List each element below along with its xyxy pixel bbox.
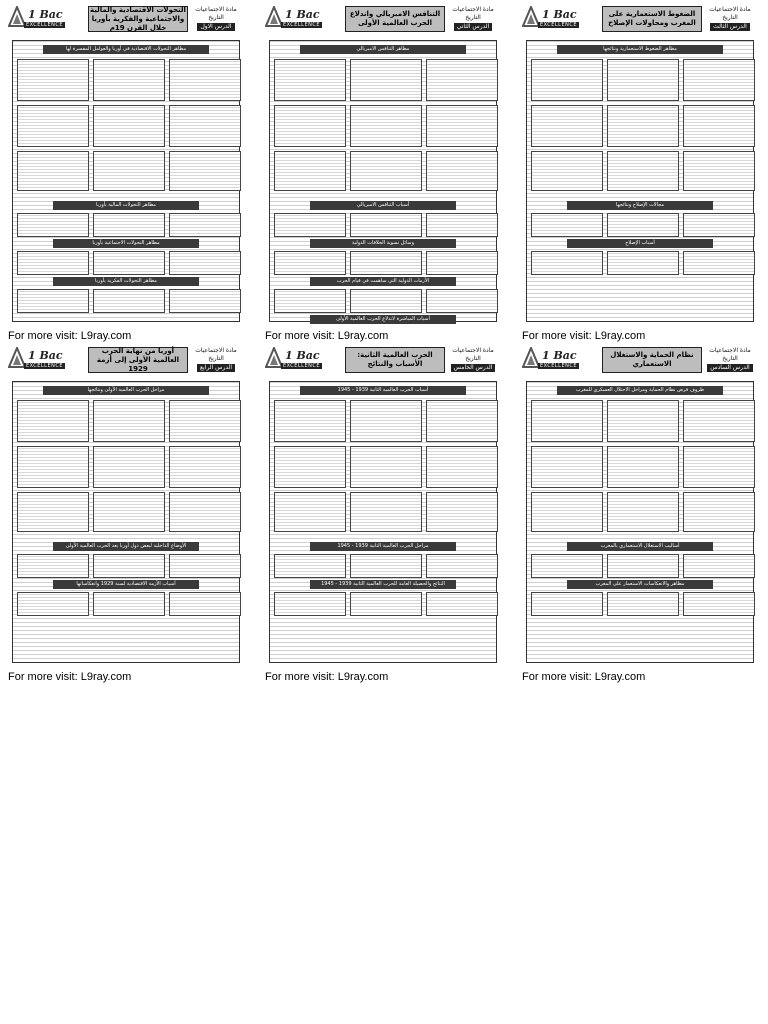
study-sheet [520, 345, 760, 667]
subject-sub: التاريخ [722, 14, 738, 21]
brand-logo [8, 6, 88, 34]
section-bar: ظروف فرض نظام الحماية ومراحل الاحتلال العسكري للمغرب [557, 386, 723, 395]
subject-name: مادة الاجتماعيات [195, 347, 237, 354]
brand-tagline: EXCELLENCE [26, 22, 63, 28]
lesson-number: الدرس الثاني [454, 23, 493, 31]
brand-text: 1 Bac [28, 8, 63, 21]
subject-name: مادة الاجتماعيات [195, 6, 237, 13]
text-box [17, 554, 89, 578]
study-sheet [6, 4, 246, 326]
brand-text: 1 Bac [542, 8, 577, 21]
section-bar: مظاهر التحولات الفكرية بأوربا [53, 277, 199, 286]
text-box [683, 105, 755, 147]
text-box [169, 554, 241, 578]
text-box [607, 251, 679, 275]
footer-link[interactable]: For more visit: L9ray.com [265, 330, 389, 342]
text-box [169, 492, 241, 532]
subject-name: مادة الاجتماعيات [452, 6, 494, 13]
section-bar: النتائج والحصيلة العامة للحرب العالمية الثانية 1939 - 1945 [310, 580, 456, 589]
brand-text: 1 Bac [285, 8, 320, 21]
text-box [607, 554, 679, 578]
sheet-header [265, 347, 501, 377]
text-box [531, 400, 603, 442]
text-box [350, 251, 422, 275]
text-box [169, 400, 241, 442]
text-box [607, 400, 679, 442]
subject-sub: التاريخ [722, 355, 738, 362]
text-box [531, 554, 603, 578]
sheet-header [8, 6, 244, 36]
lesson-title: التنافس الامبريالي واندلاع الحرب العالمية الأولى [345, 6, 445, 32]
footer-link[interactable]: For more visit: L9ray.com [522, 330, 646, 342]
text-box [17, 289, 89, 313]
brand-tagline: EXCELLENCE [283, 22, 320, 28]
text-box [93, 251, 165, 275]
text-box [274, 213, 346, 237]
sheet-body [269, 381, 497, 663]
text-box [531, 251, 603, 275]
text-box [350, 151, 422, 191]
text-box [93, 446, 165, 488]
sheet-body [526, 381, 754, 663]
text-box [607, 446, 679, 488]
sheet-header [522, 6, 758, 36]
text-box [274, 592, 346, 616]
text-box [607, 592, 679, 616]
triangle-logo-icon [265, 6, 283, 32]
subject-sub: التاريخ [465, 14, 481, 21]
brand-text: 1 Bac [285, 349, 320, 362]
sheet-header [8, 347, 244, 377]
text-box [683, 59, 755, 101]
footer-link[interactable]: For more visit: L9ray.com [522, 671, 646, 683]
section-bar: الأوضاع الداخلية لبعض دول أوربا بعد الحرب العالمية الأولى [53, 542, 199, 551]
section-bar: أسباب الحرب العالمية الثانية 1939 - 1945 [300, 386, 466, 395]
triangle-logo-icon [265, 347, 283, 373]
section-bar: أساليب الاستغلال الاستعماري بالمغرب [567, 542, 713, 551]
text-box [683, 492, 755, 532]
text-box [683, 400, 755, 442]
text-box [274, 105, 346, 147]
lesson-title: الضغوط الاستعمارية على المغرب ومحاولات الإصلاح [602, 6, 702, 32]
text-box [531, 446, 603, 488]
text-box [426, 151, 498, 191]
text-box [274, 554, 346, 578]
brand-text: 1 Bac [28, 349, 63, 362]
section-bar: مظاهر والانعكاسات الاستعمار على المغرب [567, 580, 713, 589]
footer-link[interactable]: For more visit: L9ray.com [8, 330, 132, 342]
subject-block [706, 347, 754, 372]
text-box [17, 492, 89, 532]
text-box [169, 151, 241, 191]
lesson-number: الدرس السادس [707, 364, 752, 372]
text-box [17, 400, 89, 442]
text-box [426, 105, 498, 147]
sheet-body [12, 381, 240, 663]
text-box [350, 213, 422, 237]
text-box [426, 213, 498, 237]
subject-name: مادة الاجتماعيات [452, 347, 494, 354]
brand-logo [265, 6, 345, 34]
text-box [426, 492, 498, 532]
footer-link[interactable]: For more visit: L9ray.com [8, 671, 132, 683]
lesson-title: التحولات الاقتصادية والمالية والاجتماعية والفكرية بأوربا خلال القرن 19م [88, 6, 188, 32]
section-bar: وسائل تسوية الخلافات الدولية [310, 239, 456, 248]
text-box [531, 151, 603, 191]
text-box [426, 400, 498, 442]
text-box [426, 446, 498, 488]
text-box [426, 554, 498, 578]
text-box [17, 59, 89, 101]
subject-block [449, 347, 497, 372]
text-box [426, 289, 498, 313]
text-box [531, 492, 603, 532]
brand-logo [8, 347, 88, 375]
triangle-logo-icon [522, 347, 540, 373]
triangle-logo-icon [8, 347, 26, 373]
study-sheet [520, 4, 760, 326]
text-box [274, 492, 346, 532]
text-box [93, 105, 165, 147]
section-bar: أسباب التنافس الامبريالي [310, 201, 456, 210]
text-box [169, 289, 241, 313]
study-sheet [263, 4, 503, 326]
text-box [607, 492, 679, 532]
section-bar: مظاهر التحولات المالية بأوربا [53, 201, 199, 210]
text-box [93, 400, 165, 442]
section-bar: مراحل الحرب العالمية الثانية 1939 - 1945 [310, 542, 456, 551]
text-box [350, 400, 422, 442]
text-box [350, 592, 422, 616]
text-box [169, 592, 241, 616]
text-box [17, 592, 89, 616]
lesson-title: نظام الحماية والاستغلال الاستعماري [602, 347, 702, 373]
text-box [607, 59, 679, 101]
text-box [17, 446, 89, 488]
text-box [683, 213, 755, 237]
subject-block [192, 347, 240, 372]
text-box [169, 251, 241, 275]
brand-logo [265, 347, 345, 375]
text-box [93, 492, 165, 532]
subject-sub: التاريخ [208, 355, 224, 362]
brand-tagline: EXCELLENCE [283, 363, 320, 369]
text-box [274, 400, 346, 442]
text-box [93, 151, 165, 191]
text-box [350, 105, 422, 147]
brand-logo [522, 6, 602, 34]
text-box [17, 251, 89, 275]
subject-sub: التاريخ [465, 355, 481, 362]
section-bar: أسباب الإصلاح [567, 239, 713, 248]
section-bar: مجالات الإصلاح ونتائجها [567, 201, 713, 210]
text-box [683, 592, 755, 616]
text-box [607, 105, 679, 147]
text-box [683, 554, 755, 578]
text-box [274, 251, 346, 275]
text-box [17, 151, 89, 191]
lesson-number: الدرس الثالث [710, 23, 750, 31]
text-box [93, 289, 165, 313]
section-bar: أسباب الأزمة الاقتصادية لسنة 1929 وانعكاساتها [53, 580, 199, 589]
text-box [350, 492, 422, 532]
text-box [93, 592, 165, 616]
section-bar: مظاهر التحولات الاجتماعية بأوربا [53, 239, 199, 248]
subject-sub: التاريخ [208, 14, 224, 21]
triangle-logo-icon [522, 6, 540, 32]
text-box [350, 289, 422, 313]
text-box [350, 59, 422, 101]
brand-tagline: EXCELLENCE [26, 363, 63, 369]
study-sheet [263, 345, 503, 667]
section-bar: مراحل الحرب العالمية الأولى ونتائجها [43, 386, 209, 395]
sheet-body [526, 40, 754, 322]
sheet-header [265, 6, 501, 36]
section-bar: مظاهر التنافس الامبريالي [300, 45, 466, 54]
text-box [93, 554, 165, 578]
text-box [274, 151, 346, 191]
text-box [426, 592, 498, 616]
lesson-title: أوربا من نهاية الحرب العالمية الأولى إلى أزمة 1929 [88, 347, 188, 373]
text-box [169, 213, 241, 237]
lesson-title: الحرب العالمية الثانية: الأسباب والنتائج [345, 347, 445, 373]
lesson-number: الدرس الاول [197, 23, 234, 31]
text-box [93, 213, 165, 237]
text-box [274, 59, 346, 101]
text-box [531, 592, 603, 616]
subject-block [192, 6, 240, 31]
triangle-logo-icon [8, 6, 26, 32]
section-bar: الأزمات الدولية التي ساهمت في قيام الحرب [310, 277, 456, 286]
subject-block [449, 6, 497, 31]
study-sheet [6, 345, 246, 667]
text-box [426, 251, 498, 275]
text-box [169, 59, 241, 101]
section-bar: مظاهر الضغوط الاستعمارية ونتائجها [557, 45, 723, 54]
text-box [93, 59, 165, 101]
text-box [607, 151, 679, 191]
lesson-number: الدرس الرابع [197, 364, 235, 372]
subject-block [706, 6, 754, 31]
text-box [274, 446, 346, 488]
lesson-number: الدرس الخامس [451, 364, 496, 372]
text-box [17, 213, 89, 237]
text-box [683, 251, 755, 275]
section-bar: أسباب المباشرة لاندلاع الحرب العالمية الأولى [310, 315, 456, 324]
text-box [531, 59, 603, 101]
brand-tagline: EXCELLENCE [540, 22, 577, 28]
brand-tagline: EXCELLENCE [540, 363, 577, 369]
subject-name: مادة الاجتماعيات [709, 6, 751, 13]
subject-name: مادة الاجتماعيات [709, 347, 751, 354]
text-box [350, 446, 422, 488]
text-box [531, 105, 603, 147]
text-box [274, 289, 346, 313]
text-box [169, 446, 241, 488]
sheet-header [522, 347, 758, 377]
sheet-body [12, 40, 240, 322]
sheet-body [269, 40, 497, 322]
text-box [683, 151, 755, 191]
text-box [17, 105, 89, 147]
footer-link[interactable]: For more visit: L9ray.com [265, 671, 389, 683]
text-box [607, 213, 679, 237]
brand-text: 1 Bac [542, 349, 577, 362]
brand-logo [522, 347, 602, 375]
text-box [350, 554, 422, 578]
section-bar: مظاهر التحولات الاقتصادية في أوربا والعوامل المفسرة لها [43, 45, 209, 54]
text-box [531, 213, 603, 237]
text-box [683, 446, 755, 488]
text-box [426, 59, 498, 101]
text-box [169, 105, 241, 147]
